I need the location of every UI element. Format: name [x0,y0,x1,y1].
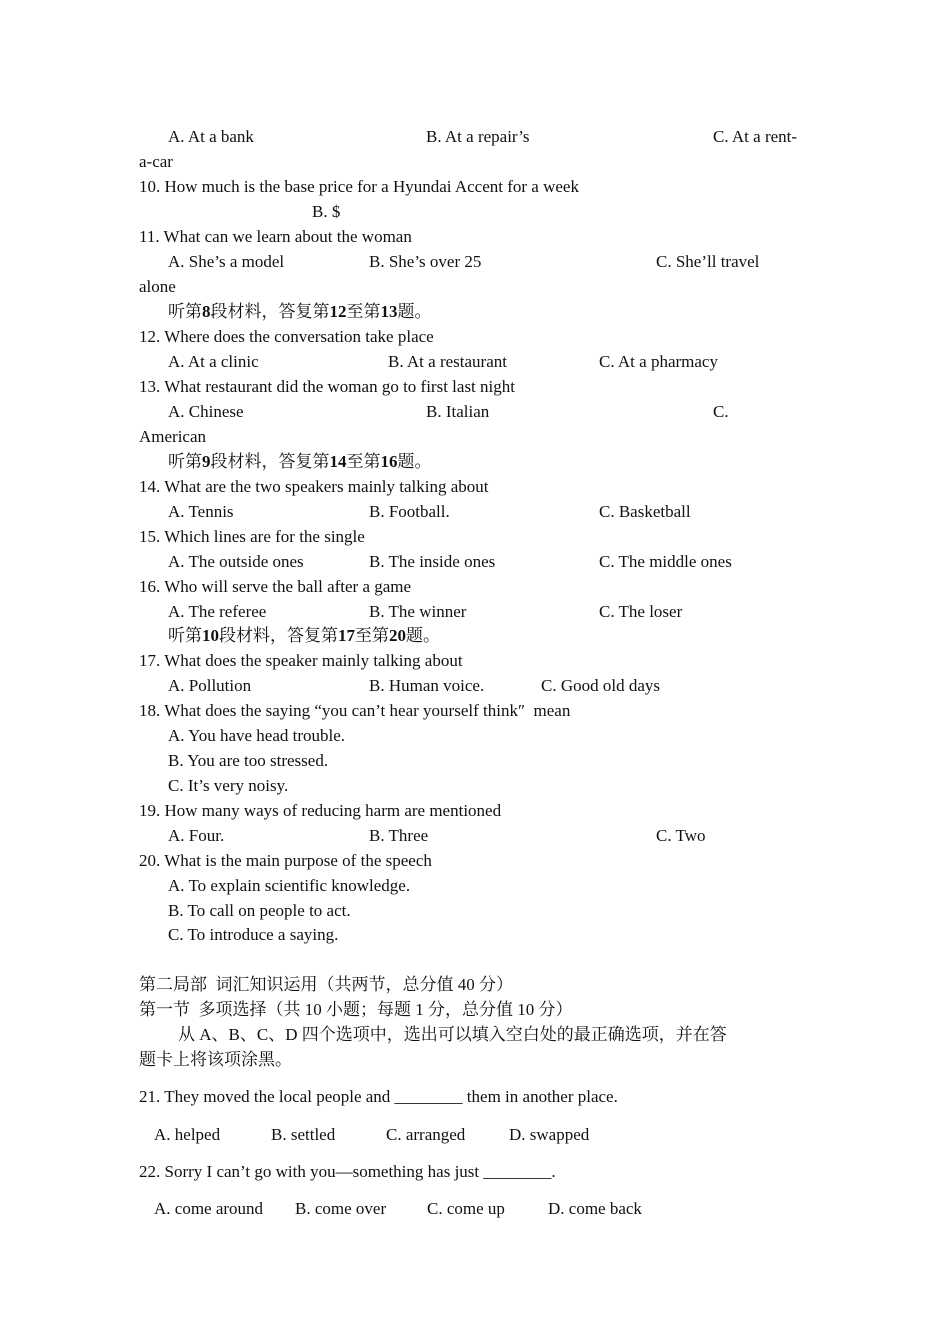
q10-option-b: B. $ [312,202,341,221]
q13-option-a: A. Chinese [168,402,244,421]
q18-option-b: B. You are too stressed. [168,751,329,770]
q18-question: 18. What does the saying “you can’t hear yourself think″ mean [139,701,571,720]
section-10-header: 听第10段材料，答复第17至第20题。 [168,626,440,645]
q14-question: 14. What are the two speakers mainly talking about [139,477,489,496]
q13-option-c-cont: American [139,427,207,446]
q17-option-b: B. Human voice. [369,676,485,695]
q16-option-c: C. The loser [599,602,683,621]
q22-question: 22. Sorry I can’t go with you—something has just ________. [139,1162,556,1181]
q11-option-c: C. She’ll travel [656,252,760,271]
q14-option-a: A. Tennis [168,502,234,521]
part2-instructions-line1: 从 A、B、C、D 四个选项中，选出可以填入空白处的最正确选项，并在答 [178,1025,727,1044]
q17-option-c: C. Good old days [541,676,660,695]
q22-option-c: C. come up [427,1199,505,1218]
q15-option-c: C. The middle ones [599,552,732,571]
q19-option-c: C. Two [656,826,706,845]
part2-title: 第二局部 词汇知识运用（共两节，总分值 40 分） [139,975,513,994]
q9-option-c: C. At a rent- [713,127,798,146]
q21-option-d: D. swapped [509,1125,590,1144]
q9-option-c-cont: a-car [139,152,173,171]
q20-question: 20. What is the main purpose of the speech [139,851,432,870]
q22-option-b: B. come over [295,1199,387,1218]
q19-question: 19. How many ways of reducing harm are mentioned [139,801,502,820]
q11-option-c-cont: alone [139,277,176,296]
q17-question: 17. What does the speaker mainly talking about [139,651,463,670]
q16-option-a: A. The referee [168,602,267,621]
q10-question: 10. How much is the base price for a Hyundai Accent for a week [139,177,579,196]
q16-question: 16. Who will serve the ball after a game [139,577,412,596]
q12-question: 12. Where does the conversation take place [139,327,434,346]
q18-option-c: C. It’s very noisy. [168,776,289,795]
q13-option-b: B. Italian [426,402,490,421]
q14-option-c: C. Basketball [599,502,691,521]
q15-option-b: B. The inside ones [369,552,496,571]
q11-option-b: B. She’s over 25 [369,252,482,271]
q22-option-a: A. come around [154,1199,264,1218]
q21-option-b: B. settled [271,1125,336,1144]
q18-option-a: A. You have head trouble. [168,726,346,745]
q12-option-a: A. At a clinic [168,352,259,371]
q20-option-a: A. To explain scientific knowledge. [168,876,411,895]
q11-option-a: A. She’s a model [168,252,285,271]
q22-option-d: D. come back [548,1199,642,1218]
q17-option-a: A. Pollution [168,676,252,695]
q20-option-b: B. To call on people to act. [168,901,351,920]
q19-option-b: B. Three [369,826,429,845]
q14-option-b: B. Football. [369,502,450,521]
q21-option-a: A. helped [154,1125,221,1144]
q12-option-c: C. At a pharmacy [599,352,718,371]
q9-option-a: A. At a bank [168,127,254,146]
section-9-header: 听第9段材料，答复第14至第16题。 [168,452,432,471]
q19-option-a: A. Four. [168,826,225,845]
q21-question: 21. They moved the local people and ________ them in another place. [139,1087,618,1106]
section-8-header: 听第8段材料，答复第12至第13题。 [168,302,432,321]
q13-question: 13. What restaurant did the woman go to first last night [139,377,515,396]
q15-question: 15. Which lines are for the single [139,527,365,546]
q13-option-c: C. [713,402,729,421]
part2-instructions-line2: 题卡上将该项涂黑。 [139,1050,292,1069]
q21-option-c: C. arranged [386,1125,466,1144]
q15-option-a: A. The outside ones [168,552,304,571]
q9-option-b: B. At a repair’s [426,127,530,146]
q11-question: 11. What can we learn about the woman [139,227,412,246]
q20-option-c: C. To introduce a saying. [168,925,339,944]
q12-option-b: B. At a restaurant [388,352,507,371]
q16-option-b: B. The winner [369,602,467,621]
part2-section1-title: 第一节 多项选择（共 10 小题；每题 1 分，总分值 10 分） [139,1000,573,1019]
